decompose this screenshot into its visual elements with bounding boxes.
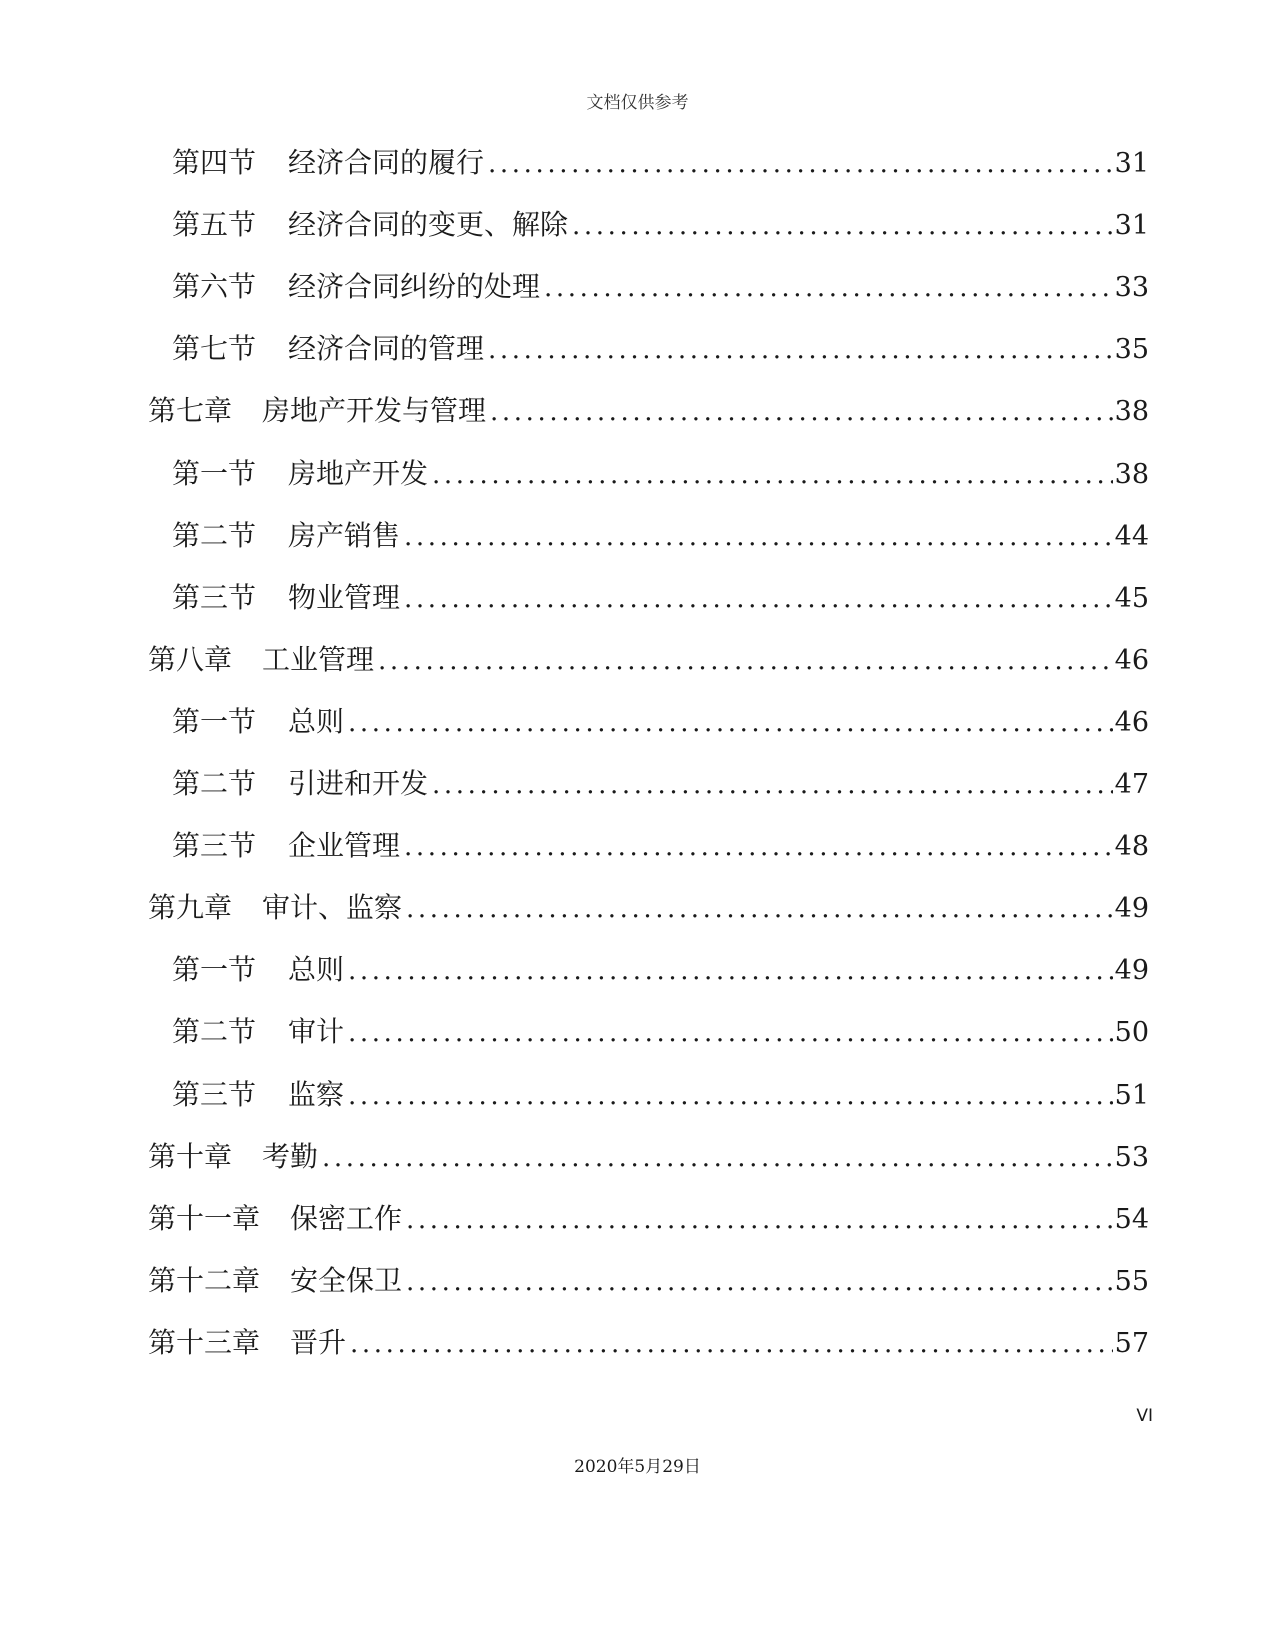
toc-entry-number: 第四节 bbox=[172, 146, 257, 179]
toc-entry-page: 38 bbox=[1114, 396, 1149, 428]
toc-entry-page: 44 bbox=[1114, 520, 1149, 552]
toc-entry-label bbox=[172, 454, 428, 494]
toc-entry[interactable] bbox=[172, 143, 1149, 183]
toc-entry-page: 31 bbox=[1114, 148, 1149, 179]
toc-entry-number: 第一节 bbox=[172, 953, 257, 987]
toc-entry-page: 46 bbox=[1114, 644, 1149, 676]
toc-entry-page: 50 bbox=[1114, 1017, 1149, 1049]
toc-entry-label bbox=[172, 267, 540, 307]
toc-entry-title: 保密工作 bbox=[290, 1201, 403, 1235]
toc-entry-number: 第三节 bbox=[172, 580, 257, 614]
toc-entry-page: 49 bbox=[1114, 893, 1149, 925]
toc-entry-title: 房地产开发与管理 bbox=[262, 394, 487, 428]
toc-entry-page: 33 bbox=[1114, 272, 1149, 304]
toc-entry[interactable] bbox=[172, 764, 1149, 804]
toc-entry-title: 总则 bbox=[288, 953, 345, 987]
toc-entry-number: 第七章 bbox=[148, 394, 233, 428]
toc-dot-leader bbox=[322, 1138, 1113, 1178]
toc-entry-label bbox=[172, 1012, 344, 1052]
toc-entry-label bbox=[148, 1199, 402, 1239]
toc-entry-number: 第六节 bbox=[172, 270, 257, 304]
toc-dot-leader bbox=[488, 144, 1113, 184]
toc-entry-title: 监察 bbox=[288, 1077, 345, 1111]
toc-entry[interactable] bbox=[148, 640, 1149, 680]
toc-entry-number: 第一节 bbox=[172, 456, 257, 490]
toc-entry-label bbox=[172, 516, 400, 556]
toc-entry[interactable] bbox=[172, 267, 1149, 307]
toc-entry-title: 安全保卫 bbox=[290, 1263, 403, 1297]
toc-entry[interactable] bbox=[148, 1323, 1149, 1363]
toc-entry-number: 第十一章 bbox=[148, 1201, 261, 1235]
toc-entry-label bbox=[148, 391, 486, 431]
toc-entry[interactable] bbox=[172, 516, 1149, 556]
toc-entry[interactable] bbox=[148, 1199, 1149, 1239]
toc-entry-title: 考勤 bbox=[262, 1139, 319, 1173]
toc-entry-page: 35 bbox=[1114, 334, 1149, 366]
toc-entry[interactable] bbox=[172, 329, 1149, 369]
toc-entry-page: 31 bbox=[1114, 210, 1149, 242]
toc-entry-page: 47 bbox=[1114, 769, 1149, 800]
toc-dot-leader bbox=[404, 827, 1113, 867]
toc-dot-leader bbox=[348, 951, 1113, 991]
footer-date: 2020年5月29日 bbox=[574, 1457, 701, 1477]
toc-entry-title: 审计 bbox=[288, 1015, 345, 1049]
toc-entry-title: 晋升 bbox=[290, 1325, 347, 1359]
toc-entry-number: 第十三章 bbox=[148, 1325, 261, 1359]
toc-entry[interactable] bbox=[172, 1075, 1149, 1115]
toc-entry-number: 第二节 bbox=[172, 1015, 257, 1049]
toc-dot-leader bbox=[406, 1262, 1113, 1302]
toc-entry-label bbox=[172, 205, 568, 245]
toc-entry-page: 51 bbox=[1114, 1079, 1149, 1111]
toc-entry-number: 第八章 bbox=[148, 642, 233, 676]
page-number: VI bbox=[1136, 1406, 1153, 1426]
toc-entry-number: 第十二章 bbox=[148, 1263, 261, 1297]
toc-entry-label bbox=[172, 950, 344, 990]
toc-entry-page: 45 bbox=[1114, 582, 1149, 614]
toc-entry-label bbox=[148, 1137, 318, 1177]
toc-entry-title: 房产销售 bbox=[288, 518, 401, 552]
toc-dot-leader bbox=[348, 703, 1113, 743]
toc-entry-label bbox=[172, 764, 428, 804]
toc-entry[interactable] bbox=[172, 826, 1149, 866]
toc-entry-label bbox=[172, 578, 400, 618]
toc-entry-title: 经济合同的变更、解除 bbox=[288, 208, 569, 242]
running-header: 文档仅供参考 bbox=[586, 93, 689, 113]
toc-entry-page: 46 bbox=[1114, 706, 1149, 738]
toc-entry-label bbox=[172, 702, 344, 742]
toc-entry-number: 第三节 bbox=[172, 829, 257, 863]
toc-dot-leader bbox=[404, 579, 1113, 619]
toc-entry-title: 经济合同的管理 bbox=[288, 332, 485, 366]
toc-entry[interactable] bbox=[148, 1261, 1149, 1301]
toc-entry-page: 54 bbox=[1114, 1203, 1149, 1235]
toc-entry-label bbox=[172, 329, 484, 369]
toc-entry[interactable] bbox=[148, 888, 1149, 928]
toc-dot-leader bbox=[348, 1076, 1113, 1116]
toc-entry-title: 经济合同纠纷的处理 bbox=[288, 270, 541, 304]
toc-entry-title: 工业管理 bbox=[262, 642, 375, 676]
toc-dot-leader bbox=[432, 455, 1113, 495]
toc-entry[interactable] bbox=[172, 1012, 1149, 1052]
toc-entry-label bbox=[148, 888, 402, 928]
toc-entry[interactable] bbox=[148, 1137, 1149, 1177]
toc-dot-leader bbox=[572, 206, 1113, 246]
toc-entry-title: 物业管理 bbox=[288, 580, 401, 614]
toc-dot-leader bbox=[544, 268, 1113, 308]
toc-entry[interactable] bbox=[148, 391, 1149, 431]
toc-entry-number: 第一节 bbox=[172, 704, 257, 738]
toc-entry[interactable] bbox=[172, 950, 1149, 990]
toc-dot-leader bbox=[432, 765, 1113, 805]
toc-entry-title: 企业管理 bbox=[288, 829, 401, 863]
toc-entry-number: 第二节 bbox=[172, 518, 257, 552]
toc-entry[interactable] bbox=[172, 702, 1149, 742]
toc-dot-leader bbox=[348, 1013, 1113, 1053]
toc-entry[interactable] bbox=[172, 454, 1149, 494]
toc-entry-label bbox=[148, 1261, 402, 1301]
toc-entry-title: 引进和开发 bbox=[288, 767, 429, 800]
toc-entry-label bbox=[148, 1323, 346, 1363]
toc-entry[interactable] bbox=[172, 578, 1149, 618]
toc-entry-label bbox=[172, 143, 484, 183]
toc-entry-label bbox=[172, 1075, 344, 1115]
toc-entry-title: 审计、监察 bbox=[262, 891, 403, 925]
toc-entry-page: 53 bbox=[1114, 1141, 1149, 1173]
toc-entry-page: 49 bbox=[1114, 955, 1149, 987]
toc-entry-page: 57 bbox=[1114, 1327, 1149, 1359]
toc-entry-title: 经济合同的履行 bbox=[288, 146, 485, 179]
toc-entry-number: 第三节 bbox=[172, 1077, 257, 1111]
toc-entry-label bbox=[148, 640, 374, 680]
toc-entry-title: 总则 bbox=[288, 704, 345, 738]
toc-dot-leader bbox=[378, 641, 1113, 681]
toc-entry-number: 第九章 bbox=[148, 891, 233, 925]
toc-entry-page: 38 bbox=[1114, 458, 1149, 490]
toc-entry-number: 第二节 bbox=[172, 767, 257, 800]
toc-entry-title: 房地产开发 bbox=[288, 456, 429, 490]
toc-entry-number: 第五节 bbox=[172, 208, 257, 242]
toc-entry-page: 55 bbox=[1114, 1265, 1149, 1297]
toc-entry-page: 48 bbox=[1114, 831, 1149, 863]
toc-dot-leader bbox=[404, 517, 1113, 557]
toc-dot-leader bbox=[406, 889, 1113, 929]
toc-dot-leader bbox=[488, 330, 1113, 370]
toc-dot-leader bbox=[406, 1200, 1113, 1240]
toc-dot-leader bbox=[350, 1324, 1113, 1364]
toc-entry-number: 第七节 bbox=[172, 332, 257, 366]
toc-dot-leader bbox=[490, 392, 1113, 432]
toc-entry-label bbox=[172, 826, 400, 866]
toc-entry[interactable] bbox=[172, 205, 1149, 245]
toc-entry-number: 第十章 bbox=[148, 1139, 233, 1173]
